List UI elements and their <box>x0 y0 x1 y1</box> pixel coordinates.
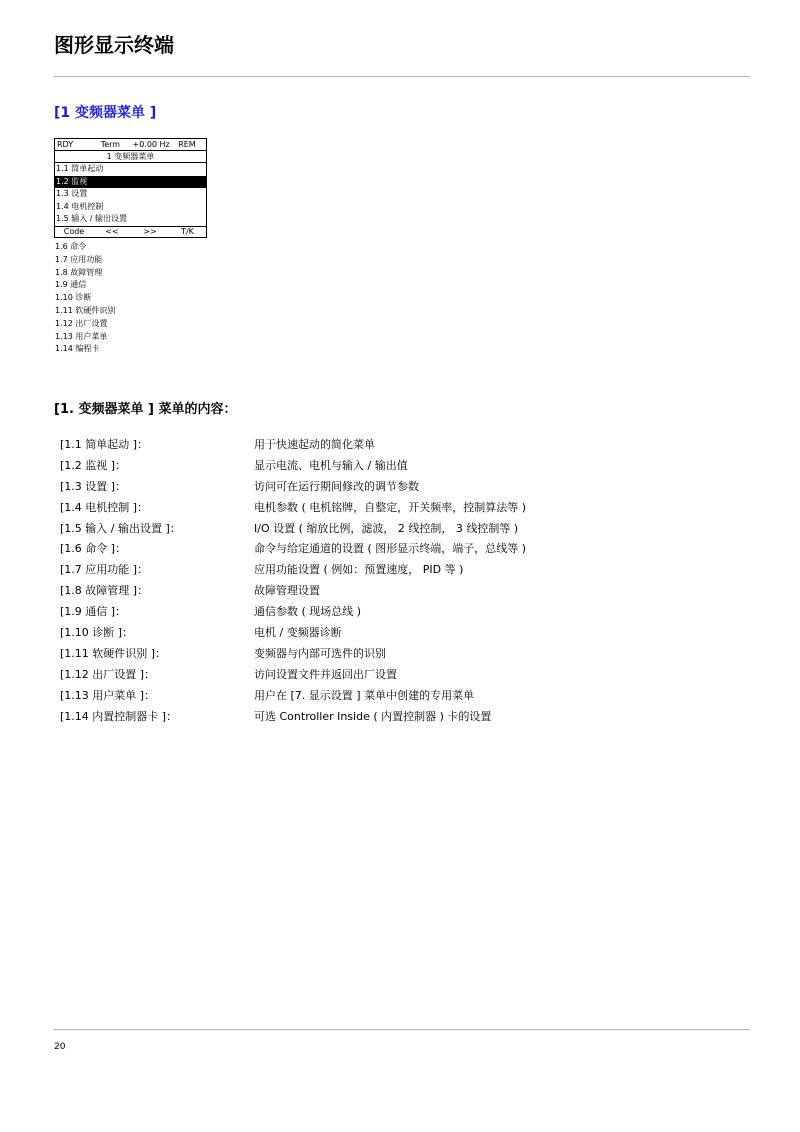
row-value: 变频器与内部可选件的识别 <box>254 646 386 660</box>
row-key: [1.6 命令 ]： <box>60 542 127 556</box>
row-key: [1.10 诊断 ]： <box>60 626 134 640</box>
row-value: 应用功能设置 ( 例如：预置速度， PID 等 ) <box>254 563 464 577</box>
row-value: I/O 设置 ( 缩放比例，滤波， 2 线控制， 3 线控制等 ) <box>254 521 519 535</box>
row-key: [1.12 出厂设置 ]： <box>60 667 156 681</box>
row-key: [1.2 监视 ]： <box>60 458 127 472</box>
status-frequency: +0.00 Hz <box>132 140 170 149</box>
terminal-screen <box>54 138 207 238</box>
row-value: 电机 / 变频器诊断 <box>254 626 342 640</box>
list-item: 1.12 出厂设置 <box>55 318 108 328</box>
row-key: [1.7 应用功能 ]： <box>60 563 149 577</box>
function-key-code[interactable]: Code <box>63 227 85 236</box>
terminal-menu-item[interactable]: 1.3 设置 <box>56 189 88 199</box>
list-item: 1.11 软硬件识别 <box>55 305 116 315</box>
row-value: 显示电流、电机与输入 / 输出值 <box>254 458 408 472</box>
row-key: [1.13 用户菜单 ]： <box>60 688 156 702</box>
terminal-menu-item[interactable]: 1.1 简单起动 <box>56 164 104 173</box>
function-key-tk[interactable]: T/K <box>181 227 194 236</box>
row-key: [1.4 电机控制 ]： <box>60 500 149 514</box>
row-value: 故障管理设置 <box>254 584 320 598</box>
header-divider <box>54 76 750 77</box>
row-value: 用户在 [7. 显示设置 ] 菜单中创建的专用菜单 <box>254 688 475 702</box>
row-value: 访问设置文件并返回出厂设置 <box>254 667 397 681</box>
section-heading: [1 变频器菜单 ] <box>54 105 157 121</box>
list-item: 1.13 用户菜单 <box>55 331 108 341</box>
terminal-status-bar <box>55 139 206 151</box>
function-key-right[interactable]: >> <box>143 227 157 236</box>
continued-menu-list <box>55 241 115 356</box>
page-number: 20 <box>54 1042 66 1052</box>
status-channel: Term <box>100 140 121 149</box>
list-item: 1.14 编程卡 <box>55 344 100 354</box>
row-key: [1.1 简单起动 ]： <box>60 438 149 451</box>
row-key: [1.5 输入 / 输出设置 ]： <box>60 521 181 535</box>
terminal-menu-title: 1 变频器菜单 <box>55 151 206 163</box>
row-value: 电机参数 ( 电机铭牌，自整定，开关频率，控制算法等 ) <box>254 500 527 514</box>
row-value: 通信参数 ( 现场总线 ) <box>254 605 362 619</box>
row-key: [1.8 故障管理 ]： <box>60 584 149 598</box>
row-key: [1.14 内置控制器卡 ]： <box>60 709 178 723</box>
terminal-function-keys <box>55 226 206 237</box>
list-item: 1.9 通信 <box>55 280 87 290</box>
row-value: 命令与给定通道的设置 ( 图形显示终端，端子，总线等 ) <box>254 542 527 556</box>
terminal-menu-item[interactable]: 1.5 输入 / 输出设置 <box>56 214 128 224</box>
contents-heading: [1. 变频器菜单 ] 菜单的内容： <box>54 402 237 417</box>
list-item: 1.8 故障管理 <box>55 267 103 277</box>
function-key-left[interactable]: << <box>105 227 119 236</box>
footer-divider <box>54 1029 750 1030</box>
list-item: 1.6 命令 <box>55 242 87 251</box>
list-item: 1.7 应用功能 <box>55 254 103 264</box>
row-value: 用于快速起动的简化菜单 <box>254 438 375 451</box>
row-key: [1.11 软硬件识别 ]： <box>60 646 167 660</box>
terminal-menu-item-selected[interactable]: 1.2 监视 <box>55 176 206 189</box>
row-value: 可选 Controller Inside ( 内置控制器 ) 卡的设置 <box>254 709 492 723</box>
status-drive-state: RDY <box>57 140 74 149</box>
status-remote: REM <box>178 140 196 149</box>
terminal-menu-item[interactable]: 1.4 电机控制 <box>56 201 104 211</box>
page-title: 图形显示终端 <box>54 33 174 57</box>
list-item: 1.10 诊断 <box>55 293 92 303</box>
row-key: [1.3 设置 ]： <box>60 479 127 493</box>
row-key: [1.9 通信 ]： <box>60 605 127 619</box>
row-value: 访问可在运行期间修改的调节参数 <box>254 479 419 493</box>
